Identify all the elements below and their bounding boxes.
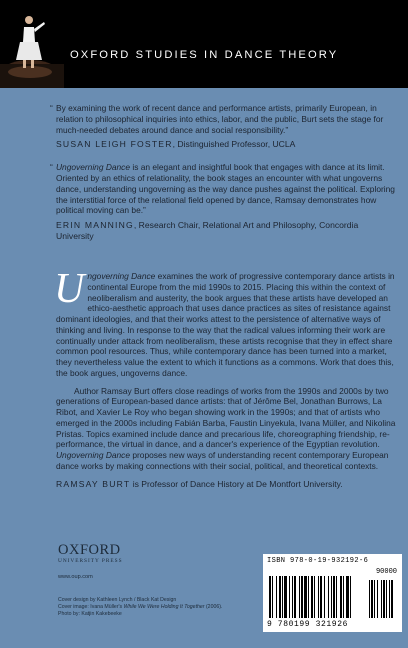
isbn-number: ISBN 978-0-19-932192-6 (267, 557, 369, 565)
author-bio: RAMSAY BURT is Professor of Dance History at De Montfort University. (56, 478, 343, 489)
endorsement-foster (50, 103, 396, 150)
endorsement-text: Ungoverning Dance is an elegant and insightful book that engages with dance at its limit. Oriented by an ethics of relationality, the book stages an encounter with what ungoverns dance, understanding ungoverning as the way dance pushes against the political. Exploring the interstitial force of the relational field opened by dance, Ramsay demonstrates how political moving can be.” (56, 162, 395, 216)
author-name: RAMSAY BURT (56, 478, 131, 489)
book-title: Ungoverning Dance (56, 450, 131, 460)
endorser-name: SUSAN LEIGH FOSTER (56, 139, 173, 150)
book-description (54, 266, 396, 489)
price-code: 90000 (375, 568, 397, 576)
isbn-barcode (263, 554, 402, 632)
cover-photo-dancer (0, 0, 64, 88)
endorser-affiliation: , Distinguished Professor, UCLA (172, 139, 296, 150)
open-quote: “ (50, 162, 53, 173)
publisher-logo: OXFORD UNIVERSITY PRESS (58, 542, 123, 564)
drop-cap: U (54, 266, 85, 312)
publisher-url: www.oup.com (58, 574, 93, 580)
endorsement-attribution (56, 139, 396, 150)
open-quote: “ (50, 103, 53, 113)
book-title: Ungoverning Dance (56, 162, 131, 173)
endorser-name: ERIN MANNING (56, 220, 134, 231)
series-title: OXFORD STUDIES IN DANCE THEORY (70, 49, 339, 61)
endorsement-manning (50, 162, 396, 242)
endorsement-text: By examining the work of recent dance and performance artists, primarily European, in relation to philosophical inquiries into ethics, labor, and the public, Burt sets the stage for much-needed debates around dance and social responsibility.” (56, 103, 384, 135)
endorsements (50, 103, 396, 254)
barcode-digits: 9 780199 321926 (267, 620, 349, 629)
endorsement-attribution (56, 220, 396, 242)
book-title: ngoverning Dance (87, 271, 156, 281)
barcode-bars (269, 566, 397, 620)
endorser-affiliation: , Research Chair, Relational Art and Philosophy, Concordia University (56, 220, 359, 241)
cover-credits: Cover design by Kathleen Lynch / Black Kat Design Cover image: Ivana Müller's While We Were Holding It Together (2006). Photo by: Katjin Kakebeeke (58, 597, 223, 618)
description-paragraph-2: Author Ramsay Burt offers close readings of works from the 1990s and 2000s by two generations of European-based dance artists: that of Jérôme Bel, Jonathan Burrows, La Ribot, and Xavier Le Roy who began showing work in the 1990s; and that of artists who emerged in the 2000s including Fabián Barba, Faustin Linyekula, Ivana Müller, and Nikolina Pristas. Topics examined include dance and precarious life, choreographing friendship, re-performance, the virtual in dance, and a dancer's experience of the Egyptian revolution. Ungoverning Dance proposes new ways of understanding recent contemporary European dance works by making connections with their social, political, and theoretical contexts. (56, 385, 396, 471)
description-paragraph-1: Ungoverning Dance examines the work of progressive contemporary dance artists in continental Europe from the mid 1990s to 2015. Placing this within the context of neoliberalism and austerity, the book argues that these artists have developed an ethico-aesthetic approach that uses dance practices as sites of resistance against dominant ideologies, and that their works attest to the persistence of alternative ways of thinking and living. In response to the way that the radical values informing their work are continually under attack from neoliberalism, these artists recognise that they in effect share common pool resources. Thus, while contemporary dance has been turned into a market, they nevertheless value the extent to which it functions as a commons. Work that does this, the book argues, ungoverns dance. (54, 266, 395, 378)
